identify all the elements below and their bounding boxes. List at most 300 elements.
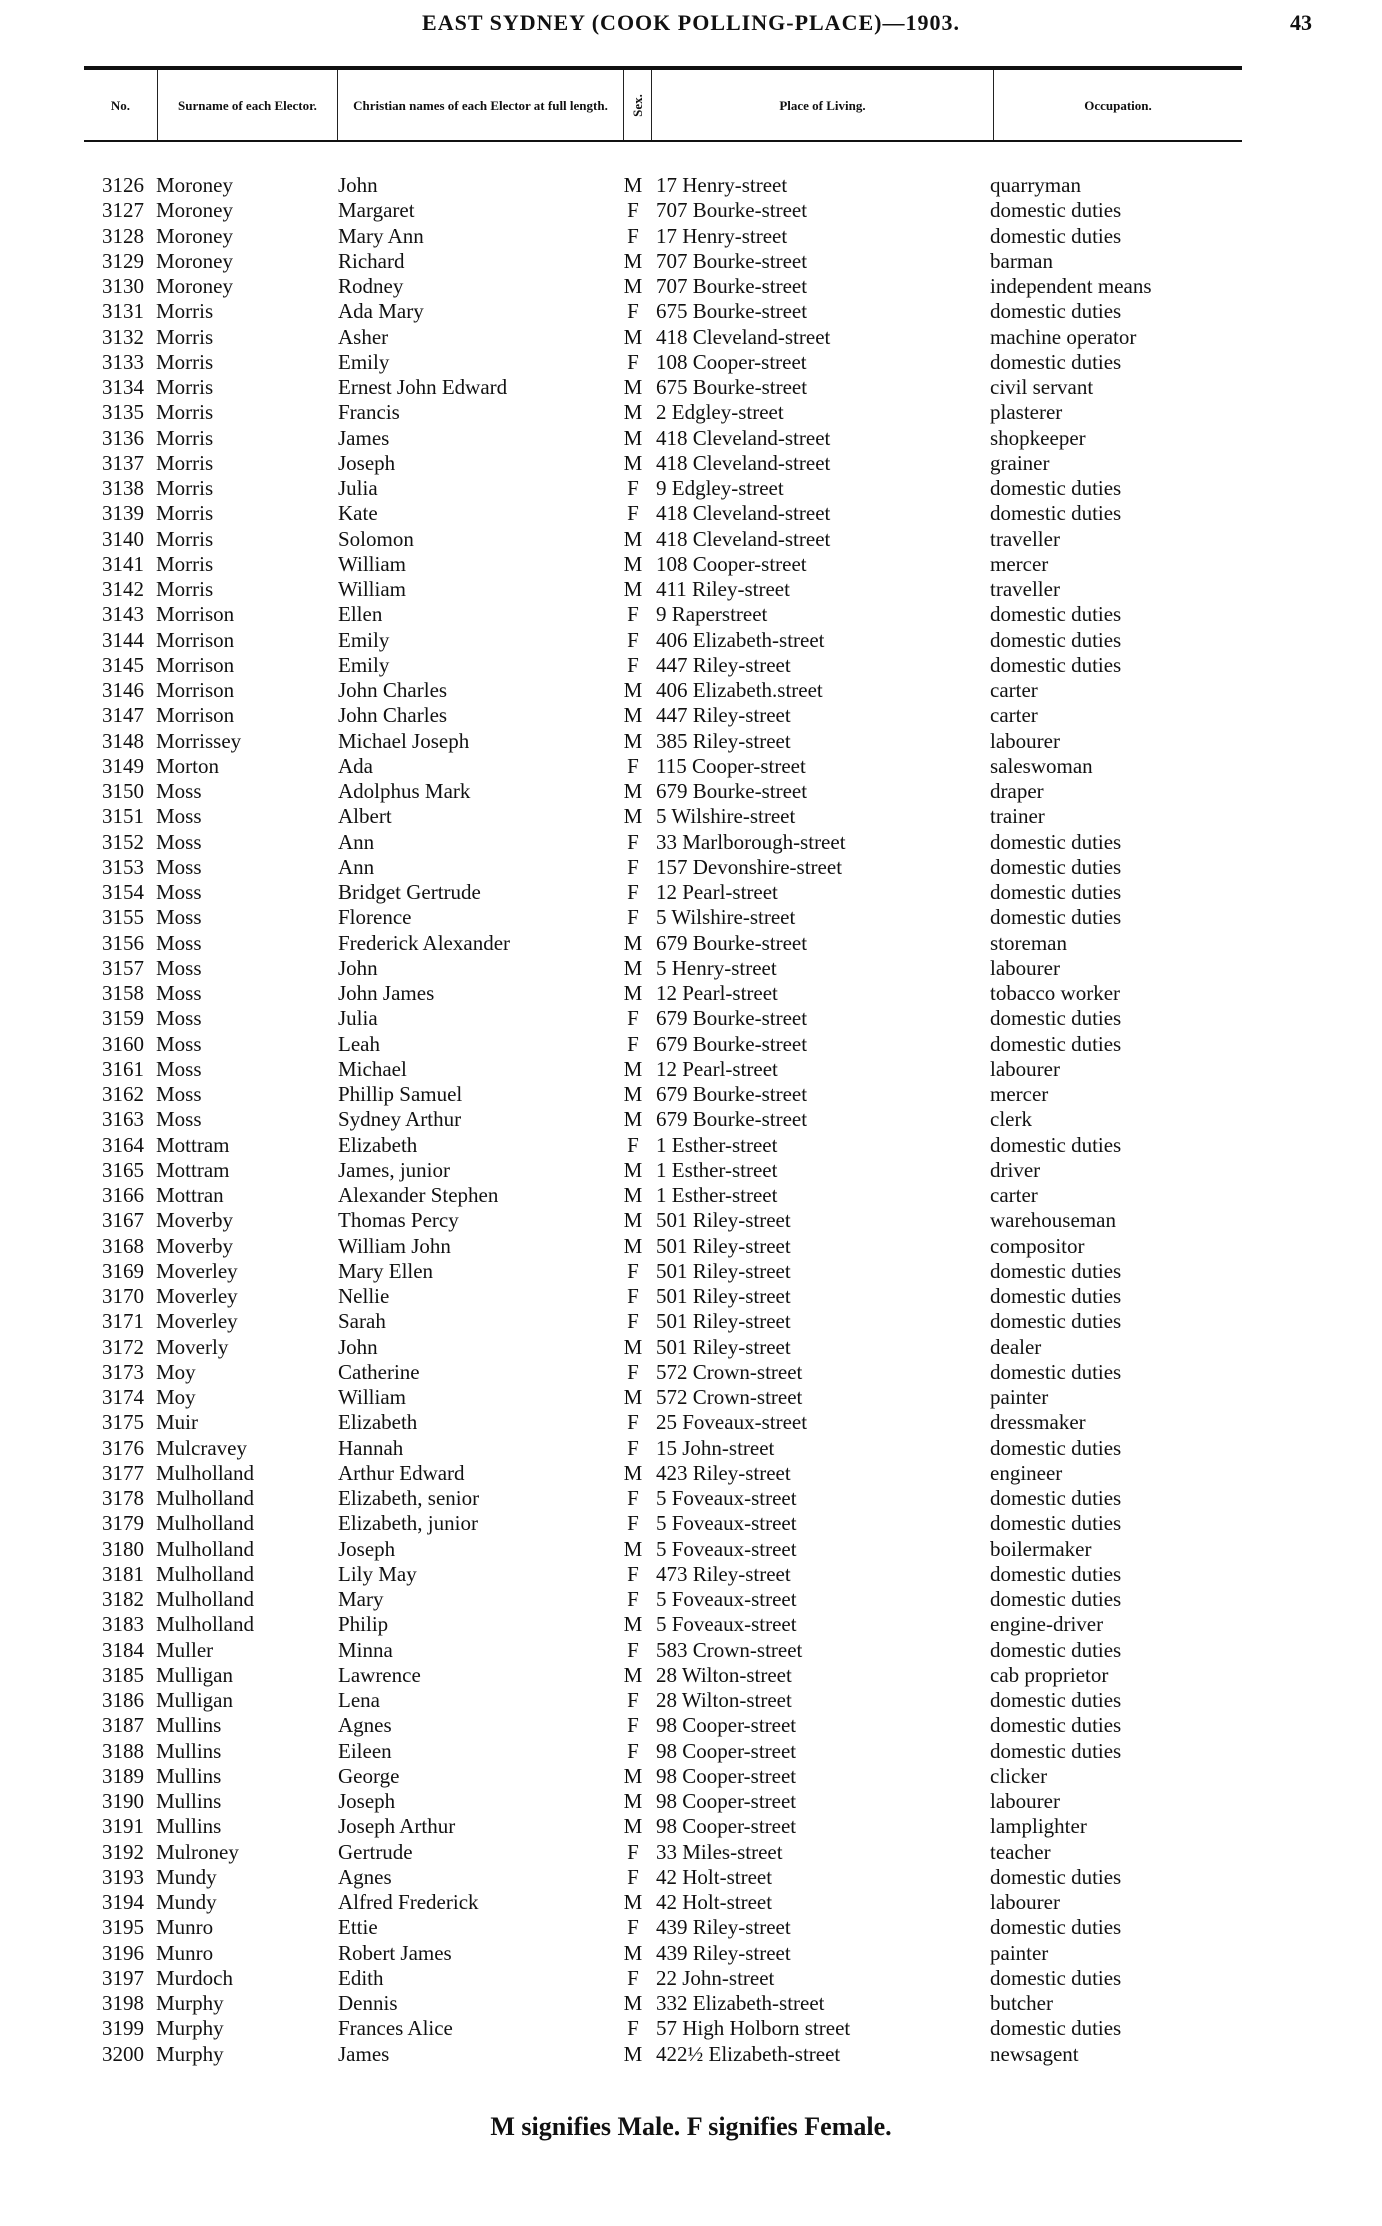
christian-names: Ann [338, 854, 375, 879]
surname: Murphy [156, 2041, 224, 2066]
elector-number: 3173 [102, 1359, 144, 1384]
surname: Morrison [156, 678, 235, 702]
christian-names: Margaret [338, 198, 415, 223]
place-of-living: 422½ Elizabeth-street [656, 2041, 841, 2066]
elector-number: 3146 [102, 678, 144, 702]
elector-number: 3191 [102, 1814, 144, 1839]
surname: Mottram [156, 1132, 230, 1157]
place-of-living: 9 Edgley-street [656, 476, 784, 500]
sex: M [623, 955, 643, 980]
christian-names: Joseph [338, 1789, 396, 1813]
sex: F [627, 1359, 639, 1384]
table-row [0, 729, 1382, 754]
elector-number: 3184 [102, 1637, 144, 1662]
surname: Moverby [156, 1208, 233, 1233]
sex: F [627, 1006, 639, 1031]
occupation: lamplighter [990, 1814, 1087, 1839]
place-of-living: 42 Holt-street [656, 1890, 773, 1914]
place-of-living: 501 Riley-street [656, 1334, 791, 1359]
table-row [0, 1915, 1382, 1940]
sex: F [627, 223, 639, 248]
surname: Munro [156, 1915, 214, 1940]
sex: M [623, 930, 643, 955]
place-of-living: 675 Bourke-street [656, 375, 808, 399]
christian-names: Ann [338, 829, 375, 854]
elector-number: 3199 [102, 2016, 144, 2041]
table-row [0, 1537, 1382, 1562]
sex: F [627, 1587, 639, 1611]
occupation: domestic duties [990, 1359, 1122, 1384]
surname: Mulholland [156, 1486, 254, 1510]
occupation: butcher [990, 1991, 1053, 2015]
place-of-living: 501 Riley-street [656, 1233, 791, 1258]
occupation: domestic duties [990, 1713, 1122, 1738]
elector-number: 3131 [102, 299, 144, 324]
surname: Morris [156, 425, 214, 450]
place-of-living: 707 Bourke-street [656, 248, 808, 273]
christian-names: Michael [338, 1056, 407, 1081]
table-row [0, 1789, 1382, 1814]
occupation: domestic duties [990, 1258, 1122, 1283]
sex: F [627, 198, 639, 223]
occupation: storeman [990, 930, 1067, 955]
table-row [0, 1006, 1382, 1031]
occupation: tobacco worker [990, 981, 1121, 1005]
sex: F [627, 349, 639, 374]
place-of-living: 385 Riley-street [656, 728, 791, 753]
elector-number: 3165 [102, 1157, 144, 1182]
christian-names: Elizabeth, junior [338, 1511, 478, 1536]
occupation: machine operator [990, 324, 1137, 349]
surname: Morris [156, 324, 214, 349]
sex: F [627, 1511, 639, 1536]
surname: Moss [156, 829, 202, 854]
surname: Moss [156, 981, 202, 1005]
occupation: domestic duties [990, 223, 1122, 248]
table-row [0, 173, 1382, 198]
sex: M [623, 1662, 643, 1687]
occupation: civil servant [990, 375, 1094, 399]
surname: Moroney [156, 274, 233, 298]
surname: Moy [156, 1385, 196, 1409]
sex: F [627, 2016, 639, 2041]
table-row [0, 325, 1382, 350]
place-of-living: 115 Cooper-street [656, 753, 806, 778]
place-of-living: 12 Pearl-street [656, 1056, 778, 1081]
place-of-living: 157 Devonshire-street [656, 854, 843, 879]
sex: M [623, 1763, 643, 1788]
table-row [0, 1234, 1382, 1259]
table-row [0, 451, 1382, 476]
surname: Mottram [156, 1157, 230, 1182]
occupation: independent means [990, 274, 1152, 298]
table-row [0, 552, 1382, 577]
occupation: dealer [990, 1334, 1042, 1359]
christian-names: Dennis [338, 1991, 398, 2015]
christian-names: John [338, 955, 378, 980]
surname: Moroney [156, 173, 233, 197]
elector-number: 3175 [102, 1410, 144, 1435]
table-row [0, 1764, 1382, 1789]
elector-number: 3135 [102, 400, 144, 425]
christian-names: Frederick Alexander [338, 930, 511, 955]
christian-names: Julia [338, 476, 378, 500]
place-of-living: 108 Cooper-street [656, 349, 807, 374]
table-row [0, 1183, 1382, 1208]
sex: F [627, 1864, 639, 1889]
christian-names: Emily [338, 627, 390, 652]
christian-names: James [338, 425, 390, 450]
table-row [0, 1663, 1382, 1688]
place-of-living: 332 Elizabeth-street [656, 1991, 825, 2015]
surname: Mulcravey [156, 1435, 247, 1460]
surname: Morrison [156, 602, 235, 627]
christian-names: Mary Ann [338, 223, 424, 248]
place-of-living: 418 Cleveland-street [656, 526, 831, 551]
place-of-living: 1 Esther-street [656, 1132, 778, 1157]
table-row [0, 931, 1382, 956]
elector-number: 3166 [102, 1183, 144, 1207]
surname: Mundy [156, 1890, 217, 1914]
occupation: domestic duties [990, 880, 1122, 904]
elector-number: 3150 [102, 779, 144, 803]
christian-names: Ada [338, 753, 373, 778]
table-row [0, 956, 1382, 981]
sex: M [623, 2041, 643, 2066]
sex: M [623, 551, 643, 576]
occupation: domestic duties [990, 1688, 1122, 1712]
elector-number: 3142 [102, 577, 144, 601]
elector-number: 3126 [102, 173, 144, 197]
sex: M [623, 804, 643, 829]
surname: Murphy [156, 1991, 224, 2015]
table-row [0, 1410, 1382, 1435]
christian-names: Sydney Arthur [338, 1107, 462, 1132]
occupation: domestic duties [990, 2016, 1122, 2041]
table-row [0, 1057, 1382, 1082]
christian-names: Albert [338, 804, 392, 829]
elector-number: 3192 [102, 1839, 144, 1864]
occupation: boilermaker [990, 1536, 1092, 1561]
place-of-living: 98 Cooper-street [656, 1789, 797, 1813]
place-of-living: 679 Bourke-street [656, 1082, 808, 1106]
surname: Morris [156, 501, 214, 526]
christian-names: Alexander Stephen [338, 1183, 499, 1207]
occupation: domestic duties [990, 829, 1122, 854]
elector-number: 3153 [102, 854, 144, 879]
elector-number: 3137 [102, 450, 144, 475]
place-of-living: 406 Elizabeth-street [656, 627, 825, 652]
sex: M [623, 425, 643, 450]
surname: Moss [156, 955, 202, 980]
christian-names: James [338, 2041, 390, 2066]
christian-names: Arthur Edward [338, 1460, 465, 1485]
occupation: carter [990, 703, 1038, 728]
place-of-living: 17 Henry-street [656, 173, 788, 197]
surname: Mullins [156, 1738, 222, 1763]
surname: Morris [156, 450, 214, 475]
sex: M [623, 981, 643, 1005]
surname: Mullins [156, 1763, 222, 1788]
occupation: engineer [990, 1460, 1063, 1485]
table-row [0, 426, 1382, 451]
elector-number: 3180 [102, 1536, 144, 1561]
surname: Morris [156, 476, 214, 500]
elector-number: 3143 [102, 602, 144, 627]
table-row [0, 2042, 1382, 2067]
sex: M [623, 1814, 643, 1839]
place-of-living: 2 Edgley-street [656, 400, 784, 425]
place-of-living: 5 Foveaux-street [656, 1587, 797, 1611]
elector-number: 3132 [102, 324, 144, 349]
place-of-living: 5 Foveaux-street [656, 1536, 797, 1561]
place-of-living: 5 Wilshire-street [656, 804, 796, 829]
table-row [0, 1966, 1382, 1991]
christian-names: Eileen [338, 1738, 392, 1763]
page-number: 43 [1290, 10, 1312, 35]
occupation: domestic duties [990, 1637, 1122, 1662]
surname: Morris [156, 577, 214, 601]
sex: F [627, 1132, 639, 1157]
occupation: mercer [990, 551, 1049, 576]
elector-number: 3179 [102, 1511, 144, 1536]
sex: M [623, 577, 643, 601]
surname: Mulroney [156, 1839, 239, 1864]
elector-number: 3158 [102, 981, 144, 1005]
elector-number: 3167 [102, 1208, 144, 1233]
table-row [0, 1814, 1382, 1839]
sex: F [627, 1738, 639, 1763]
place-of-living: 406 Elizabeth.street [656, 678, 823, 702]
christian-names: John James [338, 981, 435, 1005]
elector-number: 3190 [102, 1789, 144, 1813]
elector-number: 3185 [102, 1662, 144, 1687]
sex: M [623, 1991, 643, 2015]
elector-number: 3174 [102, 1385, 144, 1409]
sex: F [627, 1965, 639, 1990]
sex: F [627, 1839, 639, 1864]
place-of-living: 98 Cooper-street [656, 1814, 797, 1839]
place-of-living: 411 Riley-street [656, 577, 790, 601]
occupation: domestic duties [990, 198, 1122, 223]
table-row [0, 476, 1382, 501]
table-row [0, 1941, 1382, 1966]
surname: Moverley [156, 1309, 238, 1334]
sex: M [623, 450, 643, 475]
place-of-living: 33 Marlborough-street [656, 829, 846, 854]
table-row [0, 855, 1382, 880]
place-of-living: 5 Foveaux-street [656, 1612, 797, 1637]
table-row [0, 2016, 1382, 2041]
table-row [0, 1713, 1382, 1738]
occupation: shopkeeper [990, 425, 1086, 450]
elector-number: 3157 [102, 955, 144, 980]
surname: Morris [156, 375, 214, 399]
christian-names: Michael Joseph [338, 728, 470, 753]
elector-number: 3133 [102, 349, 144, 374]
place-of-living: 22 John-street [656, 1965, 775, 1990]
surname: Moss [156, 930, 202, 955]
elector-number: 3177 [102, 1460, 144, 1485]
sex: M [623, 1056, 643, 1081]
sex: F [627, 602, 639, 627]
elector-number: 3163 [102, 1107, 144, 1132]
page-title: EAST SYDNEY (COOK POLLING-PLACE)—1903. [422, 10, 960, 35]
christian-names: Agnes [338, 1713, 392, 1738]
elector-number: 3154 [102, 880, 144, 904]
christian-names: Florence [338, 905, 412, 930]
sex: F [627, 1258, 639, 1283]
elector-number: 3178 [102, 1486, 144, 1510]
christian-names: William [338, 1385, 406, 1409]
table-row [0, 1840, 1382, 1865]
sex: M [623, 1940, 643, 1965]
table-row [0, 678, 1382, 703]
sex: F [627, 753, 639, 778]
sex: F [627, 1284, 639, 1308]
place-of-living: 98 Cooper-street [656, 1763, 797, 1788]
surname: Morris [156, 400, 214, 425]
table-row [0, 501, 1382, 526]
occupation: domestic duties [990, 1561, 1122, 1586]
place-of-living: 5 Wilshire-street [656, 905, 796, 930]
table-row [0, 1511, 1382, 1536]
christian-names: Richard [338, 248, 405, 273]
table-row [0, 1739, 1382, 1764]
christian-names: Joseph [338, 450, 396, 475]
occupation: painter [990, 1940, 1049, 1965]
christian-names: George [338, 1763, 400, 1788]
elector-number: 3186 [102, 1688, 144, 1712]
surname: Mullins [156, 1789, 222, 1813]
sex: F [627, 854, 639, 879]
christian-names: Emily [338, 349, 390, 374]
christian-names: Alfred Frederick [338, 1890, 479, 1914]
christian-names: Agnes [338, 1864, 392, 1889]
surname: Mulholland [156, 1587, 254, 1611]
place-of-living: 679 Bourke-street [656, 930, 808, 955]
table-row [0, 1133, 1382, 1158]
occupation: labourer [990, 728, 1060, 753]
surname: Moss [156, 1006, 202, 1031]
place-of-living: 679 Bourke-street [656, 779, 808, 803]
place-of-living: 57 High Holborn street [656, 2016, 851, 2041]
elector-number: 3149 [102, 753, 144, 778]
table-row [0, 1259, 1382, 1284]
occupation: domestic duties [990, 627, 1122, 652]
sex: F [627, 627, 639, 652]
christian-names: Thomas Percy [338, 1208, 459, 1233]
elector-number: 3145 [102, 652, 144, 677]
christian-names: John Charles [338, 678, 448, 702]
occupation: domestic duties [990, 299, 1122, 324]
surname: Moss [156, 779, 202, 803]
elector-number: 3140 [102, 526, 144, 551]
sex: M [623, 1157, 643, 1182]
elector-number: 3197 [102, 1965, 144, 1990]
place-of-living: 418 Cleveland-street [656, 425, 831, 450]
surname: Mullins [156, 1814, 222, 1839]
occupation: traveller [990, 526, 1060, 551]
christian-names: Solomon [338, 526, 414, 551]
christian-names: Sarah [338, 1309, 386, 1334]
occupation: compositor [990, 1233, 1085, 1258]
table-row [0, 224, 1382, 249]
surname: Morrison [156, 627, 235, 652]
christian-names: Frances Alice [338, 2016, 453, 2041]
place-of-living: 418 Cleveland-street [656, 450, 831, 475]
christian-names: John [338, 1334, 378, 1359]
surname: Moss [156, 880, 202, 904]
elector-number: 3134 [102, 375, 144, 399]
place-of-living: 12 Pearl-street [656, 981, 778, 1005]
occupation: domestic duties [990, 652, 1122, 677]
table-row [0, 1284, 1382, 1309]
surname: Moy [156, 1359, 196, 1384]
occupation: domestic duties [990, 602, 1122, 627]
elector-number: 3136 [102, 425, 144, 450]
place-of-living: 679 Bourke-street [656, 1006, 808, 1031]
surname: Muir [156, 1410, 198, 1435]
table-row [0, 1865, 1382, 1890]
elector-number: 3198 [102, 1991, 144, 2015]
sex: F [627, 299, 639, 324]
occupation: domestic duties [990, 1511, 1122, 1536]
table-row [0, 577, 1382, 602]
table-row [0, 1032, 1382, 1057]
table-row [0, 1587, 1382, 1612]
occupation: domestic duties [990, 1915, 1122, 1940]
elector-number: 3130 [102, 274, 144, 298]
table-row [0, 375, 1382, 400]
christian-names: Elizabeth, senior [338, 1486, 480, 1510]
christian-names: Emily [338, 652, 390, 677]
surname: Muller [156, 1637, 214, 1662]
table-row [0, 1562, 1382, 1587]
christian-names: Leah [338, 1031, 380, 1056]
place-of-living: 675 Bourke-street [656, 299, 808, 324]
christian-names: Hannah [338, 1435, 404, 1460]
christian-names: Nellie [338, 1284, 390, 1308]
sex: M [623, 779, 643, 803]
occupation: painter [990, 1385, 1049, 1409]
place-of-living: 439 Riley-street [656, 1915, 791, 1940]
occupation: domestic duties [990, 476, 1122, 500]
elector-number: 3196 [102, 1940, 144, 1965]
table-header [84, 66, 1242, 142]
place-of-living: 5 Foveaux-street [656, 1511, 797, 1536]
christian-names: Lily May [338, 1561, 417, 1586]
elector-number: 3128 [102, 223, 144, 248]
occupation: dressmaker [990, 1410, 1086, 1435]
sex: M [623, 1385, 643, 1409]
occupation: domestic duties [990, 349, 1122, 374]
christian-names: Ada Mary [338, 299, 424, 324]
table-row [0, 350, 1382, 375]
sex: F [627, 652, 639, 677]
place-of-living: 33 Miles-street [656, 1839, 783, 1864]
place-of-living: 42 Holt-street [656, 1864, 773, 1889]
sex: F [627, 1688, 639, 1712]
elector-number: 3127 [102, 198, 144, 223]
place-of-living: 25 Foveaux-street [656, 1410, 808, 1435]
place-of-living: 1 Esther-street [656, 1157, 778, 1182]
occupation: domestic duties [990, 1587, 1122, 1611]
occupation: barman [990, 248, 1053, 273]
table-row [0, 1360, 1382, 1385]
christian-names: Joseph Arthur [338, 1814, 456, 1839]
column-header-sex-label: Sex. [630, 93, 645, 117]
